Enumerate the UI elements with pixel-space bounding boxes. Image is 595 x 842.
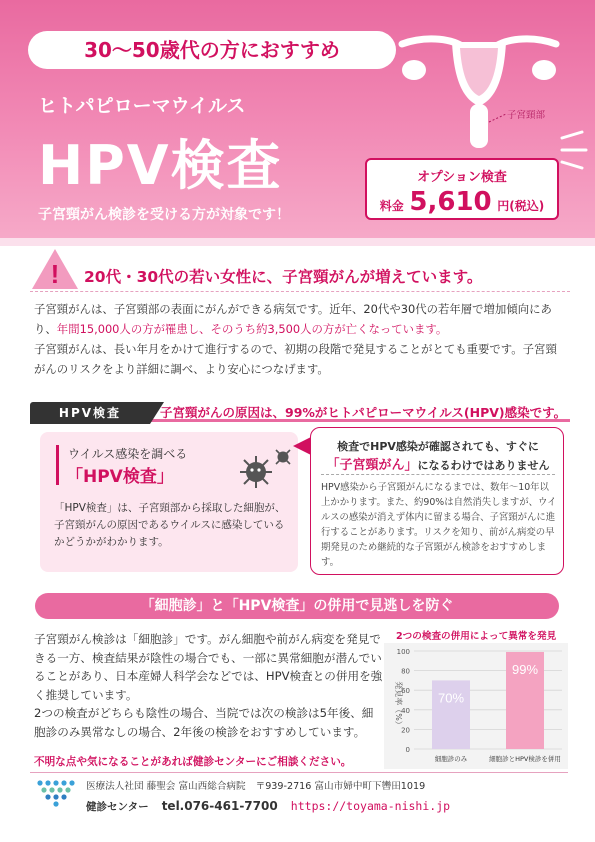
footer-divider [30, 772, 568, 773]
category-label: 細胞診のみ [434, 755, 468, 763]
hpv-katakana-name: ヒトパピローマウイルス [38, 95, 246, 117]
note-highlight: 「子宮頸がん」 [326, 458, 418, 473]
hpv-section-tag: HPV検査 [30, 402, 150, 424]
y-tick-label: 0 [405, 746, 410, 754]
phone-number[interactable]: tel.076-461-7700 [161, 799, 278, 813]
virus-icon [236, 448, 292, 494]
option-price-box [365, 158, 559, 220]
uterus-illustration-icon [394, 22, 564, 154]
y-tick-label: 60 [401, 687, 410, 696]
intro-text-b: 子宮頸がんは、長い年月をかけて進行するので、初期の段階で発見することがとても重要です。子宮頸がんのリスクをより詳細に調べ、より安心につなげます。 [34, 342, 557, 376]
intro-highlight: 年間15,000人の方が罹患し、そのうち約3,500人の方が亡くなっています。 [56, 322, 448, 336]
price-suffix: 円(税込) [497, 199, 545, 213]
target-audience-text: 子宮頸がん検診を受ける方が対象です！ [38, 207, 290, 223]
intro-text-a: 子宮頸がんは、子宮頸部の表面にがんができる病気です。近年、20代や30代の若年層で増加傾向にあり、 [34, 302, 552, 336]
hpv-infection-note-card [310, 427, 564, 575]
page-title: HPV検査 [38, 134, 283, 197]
bar-value-label: 70% [437, 690, 465, 706]
hpv-card-kicker: ウイルス感染を調べる [68, 447, 188, 461]
warning-band [0, 238, 595, 246]
combo-text [34, 630, 384, 742]
chart-categories [435, 754, 561, 763]
warning-triangle-icon [30, 247, 80, 291]
warning-mark: ! [50, 259, 60, 289]
accent-bar [56, 445, 59, 485]
note-divider [321, 474, 555, 475]
combo-paragraph-2: 2つの検査がどちらも陰性の場合、当院では次の検診は5年後、細胞診のみ異常なしの場合、2年後の検診をおすすめしています。 [34, 706, 374, 739]
combo-paragraph-1: 子宮頸がん検診は「細胞診」です。がん細胞や前がん病変を発見できる一方、検査結果が陰性の場合でも、一部に異常細胞が潜んでいることがあり、日本産婦人科学会などでは、HPV検査との併用を強く推奨しています。 [34, 632, 383, 702]
chart-title: 2つの検査の併用によって異常を発見 [396, 631, 557, 642]
price-value: 5,610 [409, 187, 492, 217]
intro-text [34, 299, 564, 379]
hpv-cause-text: 子宮頸がんの原因は、99%がヒトパピローマウイルス(HPV)感染です。 [160, 405, 567, 420]
health-center-name: 健診センター [86, 801, 149, 813]
y-tick-label: 20 [401, 726, 410, 735]
age-recommendation-pill: 30〜50歳代の方におすすめ [28, 31, 396, 69]
organization-info [86, 778, 425, 792]
hpv-section-bar [30, 402, 570, 422]
warning-heading: 20代・30代の若い女性に、子宮頸がんが増えています。 [84, 268, 483, 286]
note-line-2 [319, 454, 557, 473]
note-line-2-rest: になるわけではありません [417, 459, 550, 472]
bar-value-label: 99% [511, 661, 539, 677]
y-tick-label: 80 [401, 667, 410, 676]
website-link[interactable]: https://toyama-nishi.jp [290, 799, 451, 813]
combo-banner: 「細胞診」と「HPV検査」の併用で見逃しを防ぐ [35, 593, 559, 619]
contact-row [86, 795, 450, 814]
hpv-card-body: 「HPV検査」は、子宮頸部から採取した細胞が、子宮頸がんの原因であるウイルスに感染しているかどうかがわかります。 [54, 502, 286, 548]
price-prefix: 料金 [379, 199, 404, 213]
organization-name: 医療法人社団 藤聖会 富山西総合病院 [86, 781, 246, 792]
y-tick-label: 40 [401, 706, 410, 715]
address: 〒939-2716 富山市婦中町下轡田1019 [255, 781, 426, 792]
header-banner [0, 0, 595, 238]
cervix-label: 子宮頸部 [507, 110, 546, 121]
note-line-1: 検査でHPV感染が確認されても、すぐに [337, 440, 539, 453]
detection-rate-chart [384, 643, 568, 769]
sparkle-icon [556, 130, 590, 170]
consult-note: 不明な点や気になることがあれば健診センターにご相談ください。 [34, 756, 352, 768]
category-label: 細胞診とHPV検診を併用 [489, 755, 561, 763]
note-body: HPV感染から子宮頸がんになるまでは、数年〜10年以上かかります。また、約90%は自然消失しますが、ウイルスの感染が消えず体内に留まる場合、子宮頸がんに進行することがあります。リスクを知り、前がん病変の早期発見のため継続的な子宮頸がん検診をおすすめします。 [321, 482, 557, 568]
hpv-card-title: 「HPV検査」 [66, 467, 174, 487]
divider [30, 291, 570, 292]
chart-ylabel: 発見率（%） [394, 681, 403, 729]
price-row [367, 187, 557, 217]
hospital-logo-icon [36, 779, 80, 807]
option-label: オプション検査 [417, 170, 507, 185]
y-tick-label: 100 [396, 648, 410, 656]
hpv-test-card [40, 432, 298, 572]
